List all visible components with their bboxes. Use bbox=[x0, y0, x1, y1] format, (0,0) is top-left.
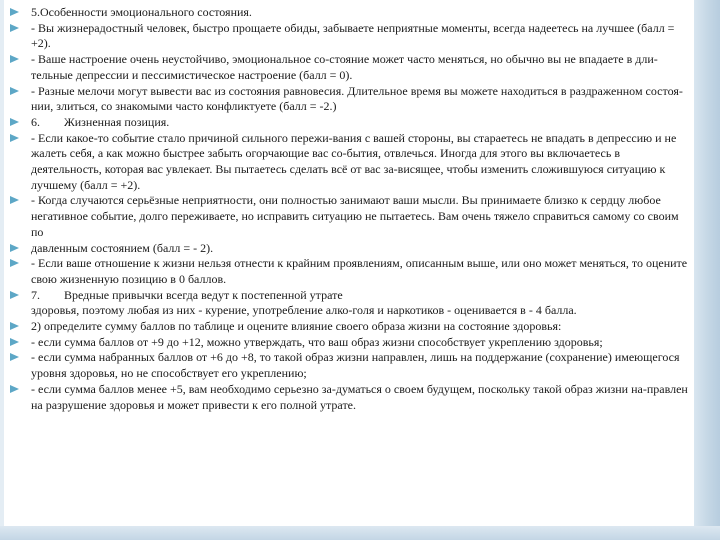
bullet-item-bad-habits-heading: 7. Вредные привычки всегда ведут к постепенной утрате bbox=[8, 288, 692, 304]
bullet-item-score-6-8: - если сумма набранных баллов от +6 до +8, то такой образ жизни направлен, лишь на поддержание (сохранение) имеющегося уровня здоровья, но не способствует его укреплению; bbox=[8, 350, 692, 381]
bullet-arrow-icon bbox=[10, 338, 19, 346]
slide-body-text bbox=[8, 5, 692, 413]
bullet-arrow-icon bbox=[10, 134, 19, 142]
bullet-item-passive-position-cont: давленным состоянием (балл = - 2). bbox=[8, 241, 692, 257]
bullet-arrow-icon bbox=[10, 291, 19, 299]
bad-habits-continuation: здоровья, поэтому любая из них - курение, употребление алко-голя и наркотиков - оценивается в - 4 балла. bbox=[31, 303, 577, 318]
bullet-item-emotional-state-heading: 5.Особенности эмоционального состояния. bbox=[8, 5, 692, 21]
bullet-item-active-position: - Если какое-то событие стало причиной сильного пережи-вания с вашей стороны, вы стараетесь не впадать в депрессию и не жалеть себя, а как можно быстрее забыть огорчающие вас со-бытия, отвлечься. Иногда для этого вы включаетесь в деятельность, которая вас увлекает. Вы пытаетесь сделать всё от вас за-висящее, чтобы изменить сложившуюся ситуацию к лучшему (балл = +2). bbox=[8, 131, 692, 194]
bullet-item-life-position-heading: 6. Жизненная позиция. bbox=[8, 115, 692, 131]
slide-frame-left bbox=[0, 0, 4, 540]
bullet-arrow-icon bbox=[10, 385, 19, 393]
bullet-arrow-icon bbox=[10, 322, 19, 330]
bullet-arrow-icon bbox=[10, 244, 19, 252]
bullet-arrow-icon bbox=[10, 353, 19, 361]
bullet-arrow-icon bbox=[10, 118, 19, 126]
bullet-item-neutral-position: - Если ваше отношение к жизни нельзя отнести к крайним проявлениям, описанным выше, или оно может меняться, то оцените свою жизненную позицию в 0 баллов. bbox=[8, 256, 692, 287]
bullet-item-irritable: - Разные мелочи могут вывести вас из состояния равновесия. Длительное время вы можете находиться в раздраженном состоя-нии, злиться, со знакомыми часто конфликтуете (балл = -2.) bbox=[8, 84, 692, 115]
slide-frame-bottom bbox=[0, 526, 720, 540]
bullet-arrow-icon bbox=[10, 196, 19, 204]
bullet-arrow-icon bbox=[10, 259, 19, 267]
bullet-item-cheerful: - Вы жизнерадостный человек, быстро прощаете обиды, забываете неприятные моменты, всегда надеетесь на лучшее (балл = +2). bbox=[8, 21, 692, 52]
bullet-item-sum-points: 2) определите сумму баллов по таблице и оцените влияние своего образа жизни на состояние здоровья: bbox=[8, 319, 692, 335]
bullet-arrow-icon bbox=[10, 8, 19, 16]
bullet-arrow-icon bbox=[10, 87, 19, 95]
slide-frame-right bbox=[694, 0, 720, 540]
bullet-item-passive-position: - Когда случаются серьёзные неприятности, они полностью занимают ваши мысли. Вы принимаете близко к сердцу любое негативное событие, долго переживаете, но исправить ситуацию не пытаетесь. Вам очень тяжело справиться самому со своим по bbox=[8, 193, 692, 240]
bullet-arrow-icon bbox=[10, 24, 19, 32]
bullet-arrow-icon bbox=[10, 55, 19, 63]
bullet-item-unstable-mood: - Ваше настроение очень неустойчиво, эмоциональное со-стояние может часто меняться, но обычно вы не впадаете в дли-тельные депрессии и пессимистическое настроение (балл = 0). bbox=[8, 52, 692, 83]
bullet-item-score-below-5: - если сумма баллов менее +5, вам необходимо серьезно за-думаться о своем будущем, поскольку такой образ жизни на-правлен на разрушение здоровья и может привести к его полной утрате. bbox=[8, 382, 692, 413]
bullet-item-score-9-12: - если сумма баллов от +9 до +12, можно утверждать, что ваш образ жизни способствует укреплению здоровья; bbox=[8, 335, 692, 351]
